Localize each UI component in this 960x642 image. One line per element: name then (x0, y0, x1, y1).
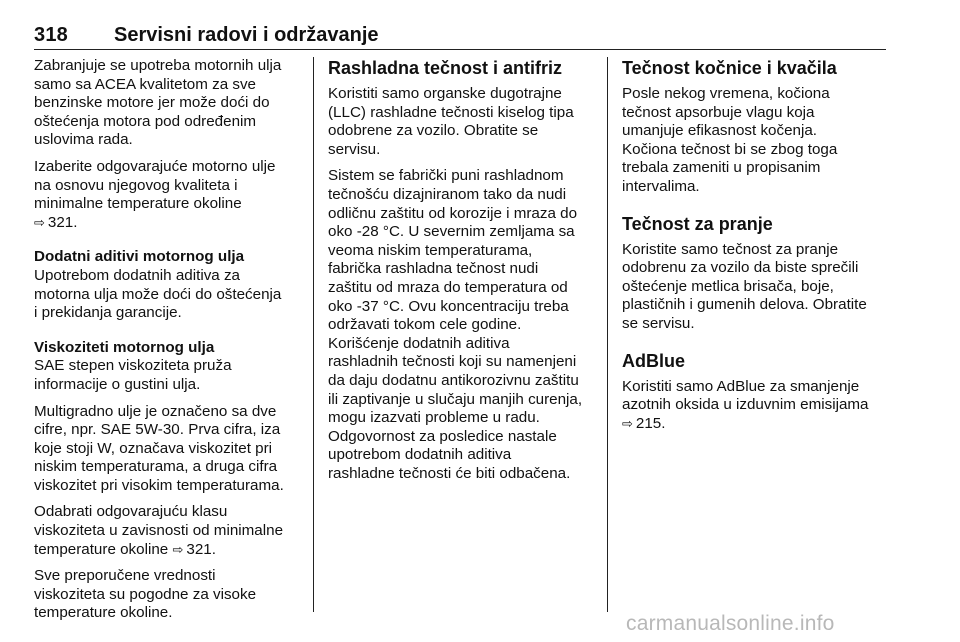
paragraph-coolant-system: Sistem se fabrički puni rashladnom tečnošću dizajniranom tako da nudi odličnu zaštitu od korozije i mraza do oko -28 °C. U severnim zemljama sa veoma niskim temperaturama, fabrička rashladna tečnost nudi zaštitu od mraza do temperatura od oko -37 °C. Ovu koncentraciju treba održavati tokom cele godine. Korišćenje dodatnih aditiva rashladnih tečnosti koji su namenjeni da daju dodatnu antikorozivnu zaštitu ili zaptivanje u slučaju manjih curenja, mogu izazvati probleme u radu. Odgovornost za posledice nastale upotrebom dodatnih aditiva rashladne tečnosti će biti odbačena. (328, 167, 583, 482)
paragraph-sae-grade: SAE stepen viskoziteta pruža informacije o gustini ulja. (34, 357, 232, 393)
paragraph-choose-oil (34, 158, 310, 232)
arrow-reference-icon: ⇨ (172, 541, 184, 557)
column-3 (622, 57, 892, 441)
page-reference-link[interactable] (172, 541, 215, 560)
header-divider (34, 49, 886, 50)
paragraph-choose-viscosity (34, 503, 310, 559)
heading-oil-viscosity: Viskoziteti motornog ulja (34, 338, 215, 356)
column-1 (34, 57, 310, 631)
paragraph-coolant-type: Koristiti samo organske dugotrajne (LLC) rashladne tečnosti kiselog tipa odobrene za vozilo. Obratite se servisu. (328, 85, 574, 158)
page-title: Servisni radovi i održavanje (114, 24, 379, 46)
paragraph-washer-fluid: Koristite samo tečnost za pranje odobrenu za vozilo da biste sprečili oštećenje metlica brisača, boje, plastičnih i gumenih delova. Obratite se servisu. (622, 240, 867, 332)
arrow-reference-icon: ⇨ (34, 214, 45, 230)
watermark: carmanualsonline.info (626, 612, 835, 635)
page-reference-link[interactable] (622, 415, 665, 434)
paragraph-choose-viscosity-text: Odabrati odgovarajuću klasu viskoziteta u zavisnosti od minimalne temperature okoline (34, 503, 284, 558)
arrow-reference-icon: ⇨ (622, 415, 633, 431)
page-reference-number: 215. (635, 414, 666, 432)
paragraph-multigrade: Multigradno ulje je označeno sa dve cifre, npr. SAE 5W-30. Prva cifra, iza koje stoji W, označava viskozitet pri niskim temperaturama, a druga cifra viskozitet pri visokim temperaturama. (34, 402, 284, 494)
page-number: 318 (34, 24, 68, 46)
page-reference-number: 321. (186, 540, 216, 558)
heading-brake-fluid: Tečnost kočnice i kvačila (622, 58, 837, 78)
heading-oil-additives: Dodatni aditivi motornog ulja (34, 248, 245, 266)
paragraph-oil-additives: Upotrebom dodatnih aditiva za motorna ulja može doći do oštećenja i prekidanja garancije. (34, 266, 282, 322)
heading-washer-fluid: Tečnost za pranje (622, 213, 773, 234)
paragraph-adblue (622, 378, 892, 434)
column-divider (313, 57, 314, 612)
column-2 (328, 57, 596, 491)
paragraph-choose-oil-text: Izaberite odgovarajuće motorno ulje na osnovu njegovog kvaliteta i minimalne temperature okoline (34, 157, 276, 213)
page-reference-link[interactable] (34, 214, 77, 233)
paragraph-recommended-viscosity: Sve preporučene vrednosti viskoziteta su pogodne za visoke temperature okoline. (34, 567, 257, 622)
heading-adblue: AdBlue (622, 350, 685, 371)
paragraph-brake-fluid: Posle nekog vremena, kočiona tečnost apsorbuje vlagu koja umanjuje efikasnost kočenja. Kočiona tečnost bi se zbog toga trebala zameniti u propisanim intervalima. (622, 85, 838, 195)
page-header (34, 24, 886, 50)
heading-coolant: Rashladna tečnost i antifriz (328, 58, 563, 78)
paragraph-adblue-text: Koristiti samo AdBlue za smanjenje azotnih oksida u izduvnim emisijama (622, 377, 869, 414)
page-reference-number: 321. (47, 213, 78, 231)
column-divider (607, 57, 608, 612)
paragraph-oil-acea: Zabranjuje se upotreba motornih ulja samo sa ACEA kvalitetom za sve benzinske motore jer može doći do oštećenja motora pod određenim uslovima rada. (34, 57, 282, 149)
